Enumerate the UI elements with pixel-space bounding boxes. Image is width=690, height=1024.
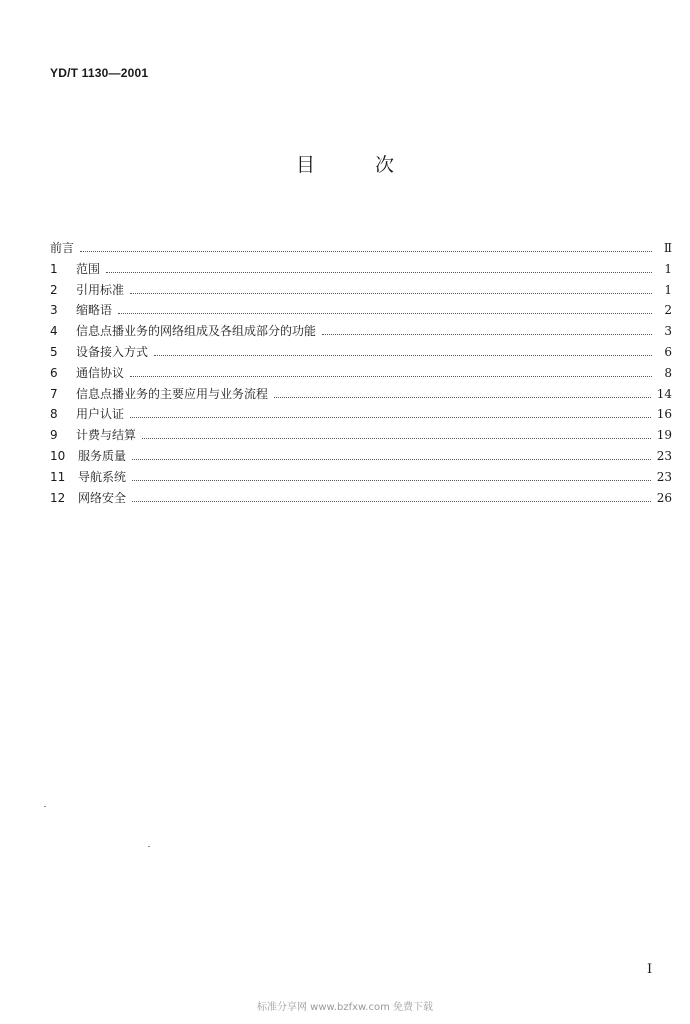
- toc-entry-label: 通信协议: [76, 365, 125, 380]
- toc-entry-7[interactable]: [50, 385, 672, 406]
- scan-speck: [44, 806, 46, 807]
- toc-entry-6[interactable]: [50, 364, 672, 385]
- toc-entry-page: 2: [664, 303, 672, 318]
- toc-title: [0, 150, 690, 177]
- toc-entry-9[interactable]: [50, 426, 672, 447]
- toc-entry-label: 设备接入方式: [76, 344, 149, 359]
- toc-entry-label: 引用标准: [76, 282, 125, 297]
- toc-entry-page: 23: [656, 469, 672, 484]
- toc-leader-dots: [142, 437, 651, 439]
- toc-entry-page: 3: [664, 324, 672, 339]
- toc-leader-dots: [132, 500, 651, 502]
- scan-speck: [148, 846, 150, 847]
- toc-entry-number: 9: [50, 428, 58, 443]
- toc-entry-label: 用户认证: [76, 407, 125, 422]
- toc-entry-number: 11: [50, 469, 66, 484]
- toc-entry-number: 10: [50, 448, 66, 463]
- toc-leader-dots: [132, 458, 651, 460]
- toc-entry-label: 前言: [50, 241, 75, 255]
- toc-leader-dots: [274, 396, 651, 398]
- toc-leader-dots: [154, 354, 652, 356]
- toc-entry-12[interactable]: [50, 489, 672, 510]
- toc-entry-label: 服务质量: [78, 448, 127, 463]
- toc-entry-number: 12: [50, 490, 66, 505]
- toc-entry-page: 19: [656, 428, 672, 443]
- toc-entry-number: 7: [50, 386, 58, 401]
- toc-entry-number: 5: [50, 344, 58, 359]
- toc-entry-label: 范围: [76, 261, 101, 276]
- toc-entry-3[interactable]: [50, 301, 672, 322]
- toc-entry-10[interactable]: [50, 447, 672, 468]
- toc-entry-2[interactable]: [50, 281, 672, 302]
- toc-entry-number: 1: [50, 261, 58, 276]
- toc-leader-dots: [106, 271, 652, 273]
- toc-entry-page: 6: [664, 344, 672, 359]
- toc-entry-5[interactable]: [50, 343, 672, 364]
- toc-entry-foreword[interactable]: [50, 239, 672, 260]
- toc-entry-label: 网络安全: [78, 490, 127, 505]
- toc-entry-page: 14: [656, 386, 672, 401]
- toc-entry-8[interactable]: [50, 405, 672, 426]
- toc-entry-number: 6: [50, 365, 58, 380]
- toc-leader-dots: [130, 416, 651, 418]
- toc-title-char-2: 次: [375, 154, 395, 176]
- toc-entry-page: 23: [656, 448, 672, 463]
- toc-leader-dots: [322, 333, 652, 335]
- toc-entry-label: 缩略语: [76, 303, 113, 318]
- toc-entry-label: 导航系统: [78, 469, 127, 484]
- toc-entry-1[interactable]: [50, 260, 672, 281]
- toc-entry-11[interactable]: [50, 468, 672, 489]
- toc-entry-page: 1: [664, 261, 672, 276]
- table-of-contents: [50, 239, 672, 509]
- toc-entry-number: 4: [50, 324, 58, 339]
- toc-entry-number: 8: [50, 407, 58, 422]
- watermark: 标准分享网 www.bzfxw.com 免费下载: [257, 1002, 433, 1013]
- toc-leader-dots: [130, 292, 652, 294]
- toc-entry-page: 26: [656, 490, 672, 505]
- toc-entry-label: 信息点播业务的主要应用与业务流程: [76, 386, 269, 401]
- toc-entry-page: 8: [664, 365, 672, 380]
- toc-entry-4[interactable]: [50, 322, 672, 343]
- toc-leader-dots: [118, 312, 652, 314]
- page-number: I: [647, 962, 653, 977]
- toc-title-char-1: 目: [295, 154, 315, 176]
- toc-leader-dots: [130, 375, 652, 377]
- standard-code: YD/T 1130—2001: [50, 66, 149, 80]
- toc-leader-dots: [80, 250, 652, 252]
- toc-entry-page: 1: [664, 282, 672, 297]
- toc-leader-dots: [132, 479, 651, 481]
- toc-entry-label: 信息点播业务的网络组成及各组成部分的功能: [76, 324, 317, 339]
- toc-entry-page: Ⅱ: [663, 241, 672, 255]
- toc-entry-number: 2: [50, 282, 58, 297]
- toc-entry-number: 3: [50, 303, 58, 318]
- toc-entry-label: 计费与结算: [76, 428, 137, 443]
- toc-entry-page: 16: [656, 407, 672, 422]
